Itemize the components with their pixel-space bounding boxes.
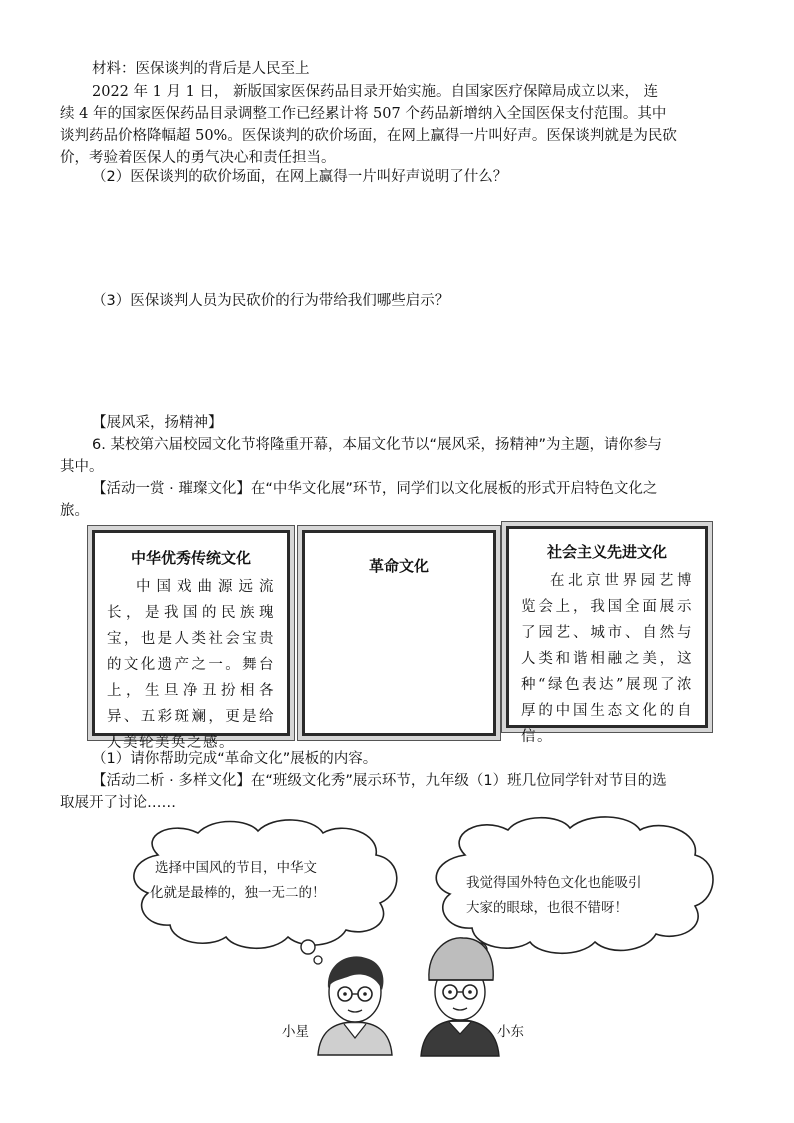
material-line: 谈判药品价格降幅超 50%。医保谈判的砍价场面，在网上赢得一片叫好声。医保谈判就是为民砍 [60, 128, 677, 144]
bubble-left-line: 选择中国风的节目，中华文 [155, 860, 317, 876]
question-1: （1）请你帮助完成“革命文化”展板的内容。 [92, 751, 378, 767]
material-heading: 材料：医保谈判的背后是人民至上 [92, 61, 310, 77]
bubble-right-line: 大家的眼球，也很不错呀！ [466, 900, 628, 916]
section-title: 【展风采，扬精神】 [92, 415, 223, 431]
material-line: 价，考验着医保人的勇气决心和责任担当。 [60, 150, 336, 166]
activity-2-line: 取展开了讨论…… [60, 795, 176, 811]
question-6-line: 其中。 [60, 459, 104, 475]
student-name-left: 小星 [282, 1024, 309, 1040]
student-name-right: 小东 [497, 1024, 524, 1040]
activity-1-line: 旅。 [60, 503, 89, 519]
student-xiaodong-illustration [415, 930, 505, 1060]
board-title: 社会主义先进文化 [546, 543, 667, 561]
board-title: 革命文化 [368, 557, 429, 575]
activity-2-line: 【活动二析 · 多样文化】在“班级文化秀”展示环节，九年级（1）班几位同学针对节目的选 [92, 773, 667, 789]
board-body: 在北京世界园艺博览会上，我国全面展示了园艺、城市、自然与人类和谐相融之美，这种“绿色表达”展现了浓厚的中国生态文化的自信。 [521, 573, 693, 745]
question-6-line: 6. 某校第六届校园文化节将隆重开幕，本届文化节以“展风采，扬精神”为主题，请你参与 [92, 437, 662, 453]
bubble-left-line: 化就是最棒的，独一无二的！ [150, 885, 326, 901]
board-body: 中国戏曲源远流长，是我国的民族瑰宝，也是人类社会宝贵的文化遗产之一。舞台上，生旦净丑扮相各异、五彩斑斓，更是给人美轮美奂之感。 [107, 579, 275, 751]
activity-1-line: 【活动一赏 · 璀璨文化】在“中华文化展”环节，同学们以文化展板的形式开启特色文化之 [92, 481, 658, 497]
student-xiaoxing-illustration [310, 950, 400, 1060]
material-line: 2022 年 1 月 1 日， 新版国家医保药品目录开始实施。自国家医疗保障局成立以来， 连 [92, 84, 659, 100]
board-revolutionary-culture [302, 530, 496, 736]
question-2: （2）医保谈判的砍价场面，在网上赢得一片叫好声说明了什么？ [92, 169, 508, 185]
board-title: 中华优秀传统文化 [130, 549, 251, 567]
board-socialist-culture [506, 526, 708, 745]
material-line: 续 4 年的国家医保药品目录调整工作已经累计将 507 个药品新增纳入全国医保支付范围。其中 [60, 106, 667, 122]
question-3: （3）医保谈判人员为民砍价的行为带给我们哪些启示？ [92, 293, 450, 309]
board-traditional-culture [92, 530, 290, 751]
bubble-right-line: 我觉得国外特色文化也能吸引 [466, 875, 642, 891]
